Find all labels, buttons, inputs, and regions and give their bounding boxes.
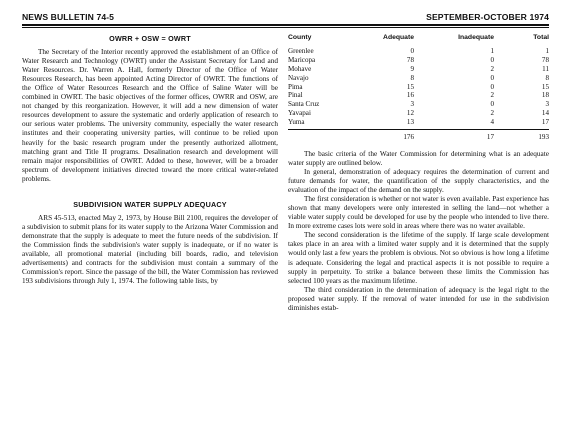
table-row bbox=[288, 74, 549, 83]
cell-county: Pima bbox=[288, 82, 303, 91]
subdivision-paragraph: ARS 45-513, enacted May 2, 1973, by House Bill 2100, requires the developer of a subdivision to submit plans for its water supply to the Arizona Water Commission and demonstrate that the supply is adequate to meet the future needs of the subdivision. If the Commission finds the subdivision's water supply is inadequate, or if no water is available, all promotional material (including bill boards, radio, and television advertisements) and contracts for the subdivision must contain a summary of the Commission's report. Since the passage of the bill, the Water Commission has reviewed 193 subdivisions through July 1, 1974. The following table lists, by bbox=[22, 213, 278, 286]
cell-county: Navajo bbox=[288, 73, 309, 82]
cell-inadequate: 4 bbox=[490, 118, 494, 127]
header-adequate: Adequate bbox=[383, 34, 414, 41]
total-total: 193 bbox=[494, 130, 549, 142]
cell-total: 14 bbox=[541, 109, 549, 118]
table-header-row bbox=[288, 34, 549, 47]
cell-county: Santa Cruz bbox=[288, 100, 320, 109]
table-body bbox=[288, 47, 549, 130]
cell-total: 18 bbox=[541, 91, 549, 100]
cell-inadequate: 1 bbox=[490, 46, 494, 55]
table-row bbox=[288, 83, 549, 92]
section-heading-owrt: OWRR + OSW = OWRT bbox=[109, 34, 191, 43]
cell-total: 17 bbox=[541, 118, 549, 127]
cell-county: Maricopa bbox=[288, 55, 316, 64]
cell-county: Yavapai bbox=[288, 109, 311, 118]
totals-label-cell bbox=[288, 130, 358, 142]
total-inadequate: 17 bbox=[414, 130, 494, 142]
header-inadequate: Inadequate bbox=[458, 34, 494, 41]
owrt-paragraph: The Secretary of the Interior recently approved the establishment of an Office of Water Research and Technology (OWRT) under the Assistant Secretary for Land and Water Resources. Dr. Warren A. Hall, formerly Director of the Office of Water Resources Research, has been appointed Acting Director of OWRT. The functions of the Office of Water Resources Research and the Office of Saline Water will be combined in OWRT. The basic objectives of the former offices, OWRR and OSW, are not changed by this reorganization. However, it will add a new dimension of water resources development to assure the systematic and orderly application of research to our serious water problems. The university community, especially the water research institutes and their cooperating university parties, will continue to be relied upon heavily for the basic research program under the presently authorized allotment, matching grant and Title II programs. Desalination research and development will remain major responsibilities of OWRT. Added to these, however, will be a broader spectrum of development initiatives directed toward the more critical water-related problems. bbox=[22, 48, 278, 183]
second-consideration-paragraph: The second consideration is the lifetime of the supply. If large scale development takes place in an area with a limited water supply and it is determined that the supply would only last a few years the problem is obvious. Not so obvious is how long a lifetime is adequate. Considering the legal and practical aspects it is not possible to require a supply in perpetuity. To strike a balance between these limits the Commission has selected 100 years as the maximum lifetime. bbox=[288, 231, 549, 285]
cell-total: 8 bbox=[545, 73, 549, 82]
cell-inadequate: 0 bbox=[490, 82, 494, 91]
table-row bbox=[288, 56, 549, 65]
cell-county: Greenlee bbox=[288, 46, 314, 55]
header-rule-thick bbox=[22, 24, 549, 26]
page-header bbox=[22, 10, 549, 22]
criteria-intro-paragraph: The basic criteria of the Water Commission for determining what is an adequate water supply are outlined below. bbox=[288, 149, 549, 168]
cell-total: 3 bbox=[545, 100, 549, 109]
header-total: Total bbox=[533, 34, 549, 41]
cell-county: Yuma bbox=[288, 118, 305, 127]
cell-inadequate: 2 bbox=[490, 109, 494, 118]
left-column bbox=[22, 34, 278, 286]
bulletin-number: NEWS BULLETIN 74-5 bbox=[22, 12, 115, 22]
table-row bbox=[288, 100, 549, 109]
table-row bbox=[288, 109, 549, 118]
cell-total: 78 bbox=[541, 55, 549, 64]
cell-adequate: 15 bbox=[406, 82, 414, 91]
header-county: County bbox=[288, 34, 312, 41]
first-consideration-paragraph: The first consideration is whether or not water is even available. Past experience has shown that many developers were only interested in selling the land—not whether a viable water supply could be developed for use by the people who intended to live there. In more extreme cases lots were sold in areas where there was no water available. bbox=[288, 195, 549, 231]
cell-adequate: 13 bbox=[406, 118, 414, 127]
cell-inadequate: 0 bbox=[490, 100, 494, 109]
table-row bbox=[288, 65, 549, 74]
total-adequate: 176 bbox=[358, 130, 414, 142]
header-rule-thin bbox=[22, 27, 549, 28]
cell-total: 1 bbox=[545, 46, 549, 55]
table-row bbox=[288, 47, 549, 56]
cell-inadequate: 0 bbox=[490, 73, 494, 82]
cell-inadequate: 0 bbox=[490, 55, 494, 64]
cell-total: 11 bbox=[542, 64, 549, 73]
cell-county: Mohave bbox=[288, 64, 312, 73]
general-paragraph: In general, demonstration of adequacy requires the determination of current and future demands for water, the quantification of the supply characteristics, and the evaluation of the impact of the demand on the supply. bbox=[288, 168, 549, 195]
cell-adequate: 3 bbox=[410, 100, 414, 109]
county-adequacy-table bbox=[288, 34, 549, 142]
section-heading-subdivision: SUBDIVISION WATER SUPPLY ADEQUACY bbox=[73, 199, 227, 209]
cell-adequate: 9 bbox=[410, 64, 414, 73]
cell-inadequate: 2 bbox=[490, 91, 494, 100]
cell-adequate: 78 bbox=[406, 55, 414, 64]
cell-adequate: 16 bbox=[406, 91, 414, 100]
table-row bbox=[288, 118, 549, 129]
cell-inadequate: 2 bbox=[490, 64, 494, 73]
table-row bbox=[288, 91, 549, 100]
cell-adequate: 0 bbox=[410, 46, 414, 55]
cell-adequate: 8 bbox=[410, 73, 414, 82]
table-totals-row bbox=[288, 130, 549, 142]
third-consideration-paragraph: The third consideration in the determination of adequacy is the legal right to the proposed water supply. If the removal of water intended for use in the subdivision diminishes estab- bbox=[288, 285, 549, 312]
cell-total: 15 bbox=[541, 82, 549, 91]
cell-adequate: 12 bbox=[406, 109, 414, 118]
right-column bbox=[288, 34, 549, 313]
cell-county: Pinal bbox=[288, 91, 303, 100]
issue-date: SEPTEMBER-OCTOBER 1974 bbox=[426, 12, 549, 22]
